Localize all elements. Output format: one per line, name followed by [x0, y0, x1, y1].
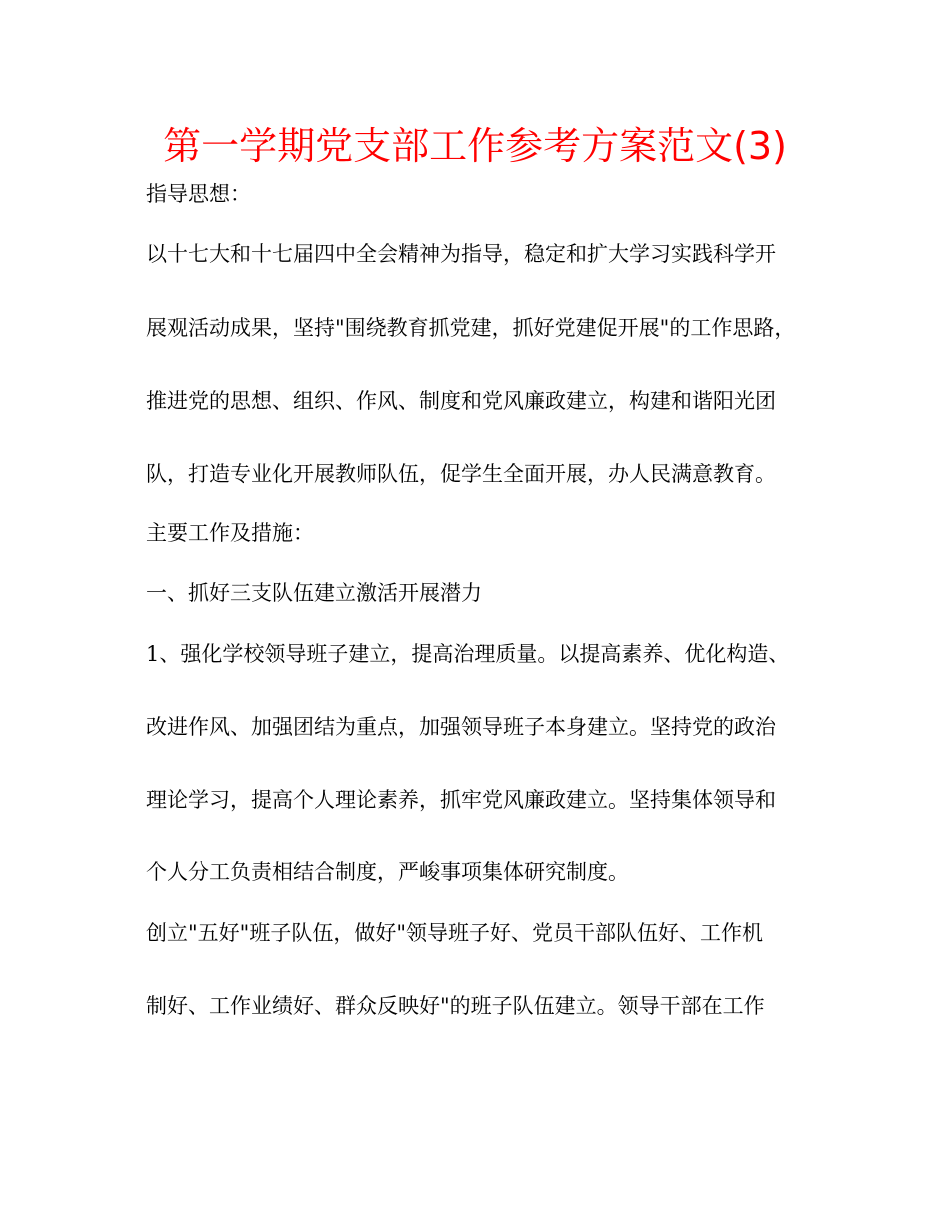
paragraph-line: 推进党的思想、组织、作风、制度和党风廉政建立，构建和谐阳光团 [146, 389, 776, 413]
document-title: 第一学期党支部工作参考方案范文(3) [163, 124, 787, 168]
paragraph-line: 改进作风、加强团结为重点，加强领导班子本身建立。坚持党的政治 [146, 715, 776, 739]
paragraph-line: 个人分工负责相结合制度，严峻事项集体研究制度。 [146, 860, 629, 884]
section-heading-main-work: 主要工作及措施： [146, 521, 314, 545]
paragraph-line: 理论学习，提高个人理论素养，抓牢党风廉政建立。坚持集体领导和 [146, 788, 776, 812]
paragraph-line: 创立"五好"班子队伍，做好"领导班子好、党员干部队伍好、工作机 [146, 921, 763, 945]
paragraph-line: 展观活动成果，坚持"围绕教育抓党建，抓好党建促开展"的工作思路， [146, 316, 796, 340]
paragraph-line: 1、强化学校领导班子建立，提高治理质量。以提高素养、优化构造、 [146, 642, 790, 666]
paragraph-line: 队，打造专业化开展教师队伍，促学生全面开展，办人民满意教育。 [146, 462, 776, 486]
paragraph-line: 制好、工作业绩好、群众反映好"的班子队伍建立。领导干部在工作 [146, 994, 765, 1018]
section-heading-part-one: 一、抓好三支队伍建立激活开展潜力 [146, 581, 482, 605]
paragraph-line: 以十七大和十七届四中全会精神为指导，稳定和扩大学习实践科学开 [146, 242, 776, 266]
section-heading-guiding-ideology: 指导思想： [146, 182, 251, 206]
